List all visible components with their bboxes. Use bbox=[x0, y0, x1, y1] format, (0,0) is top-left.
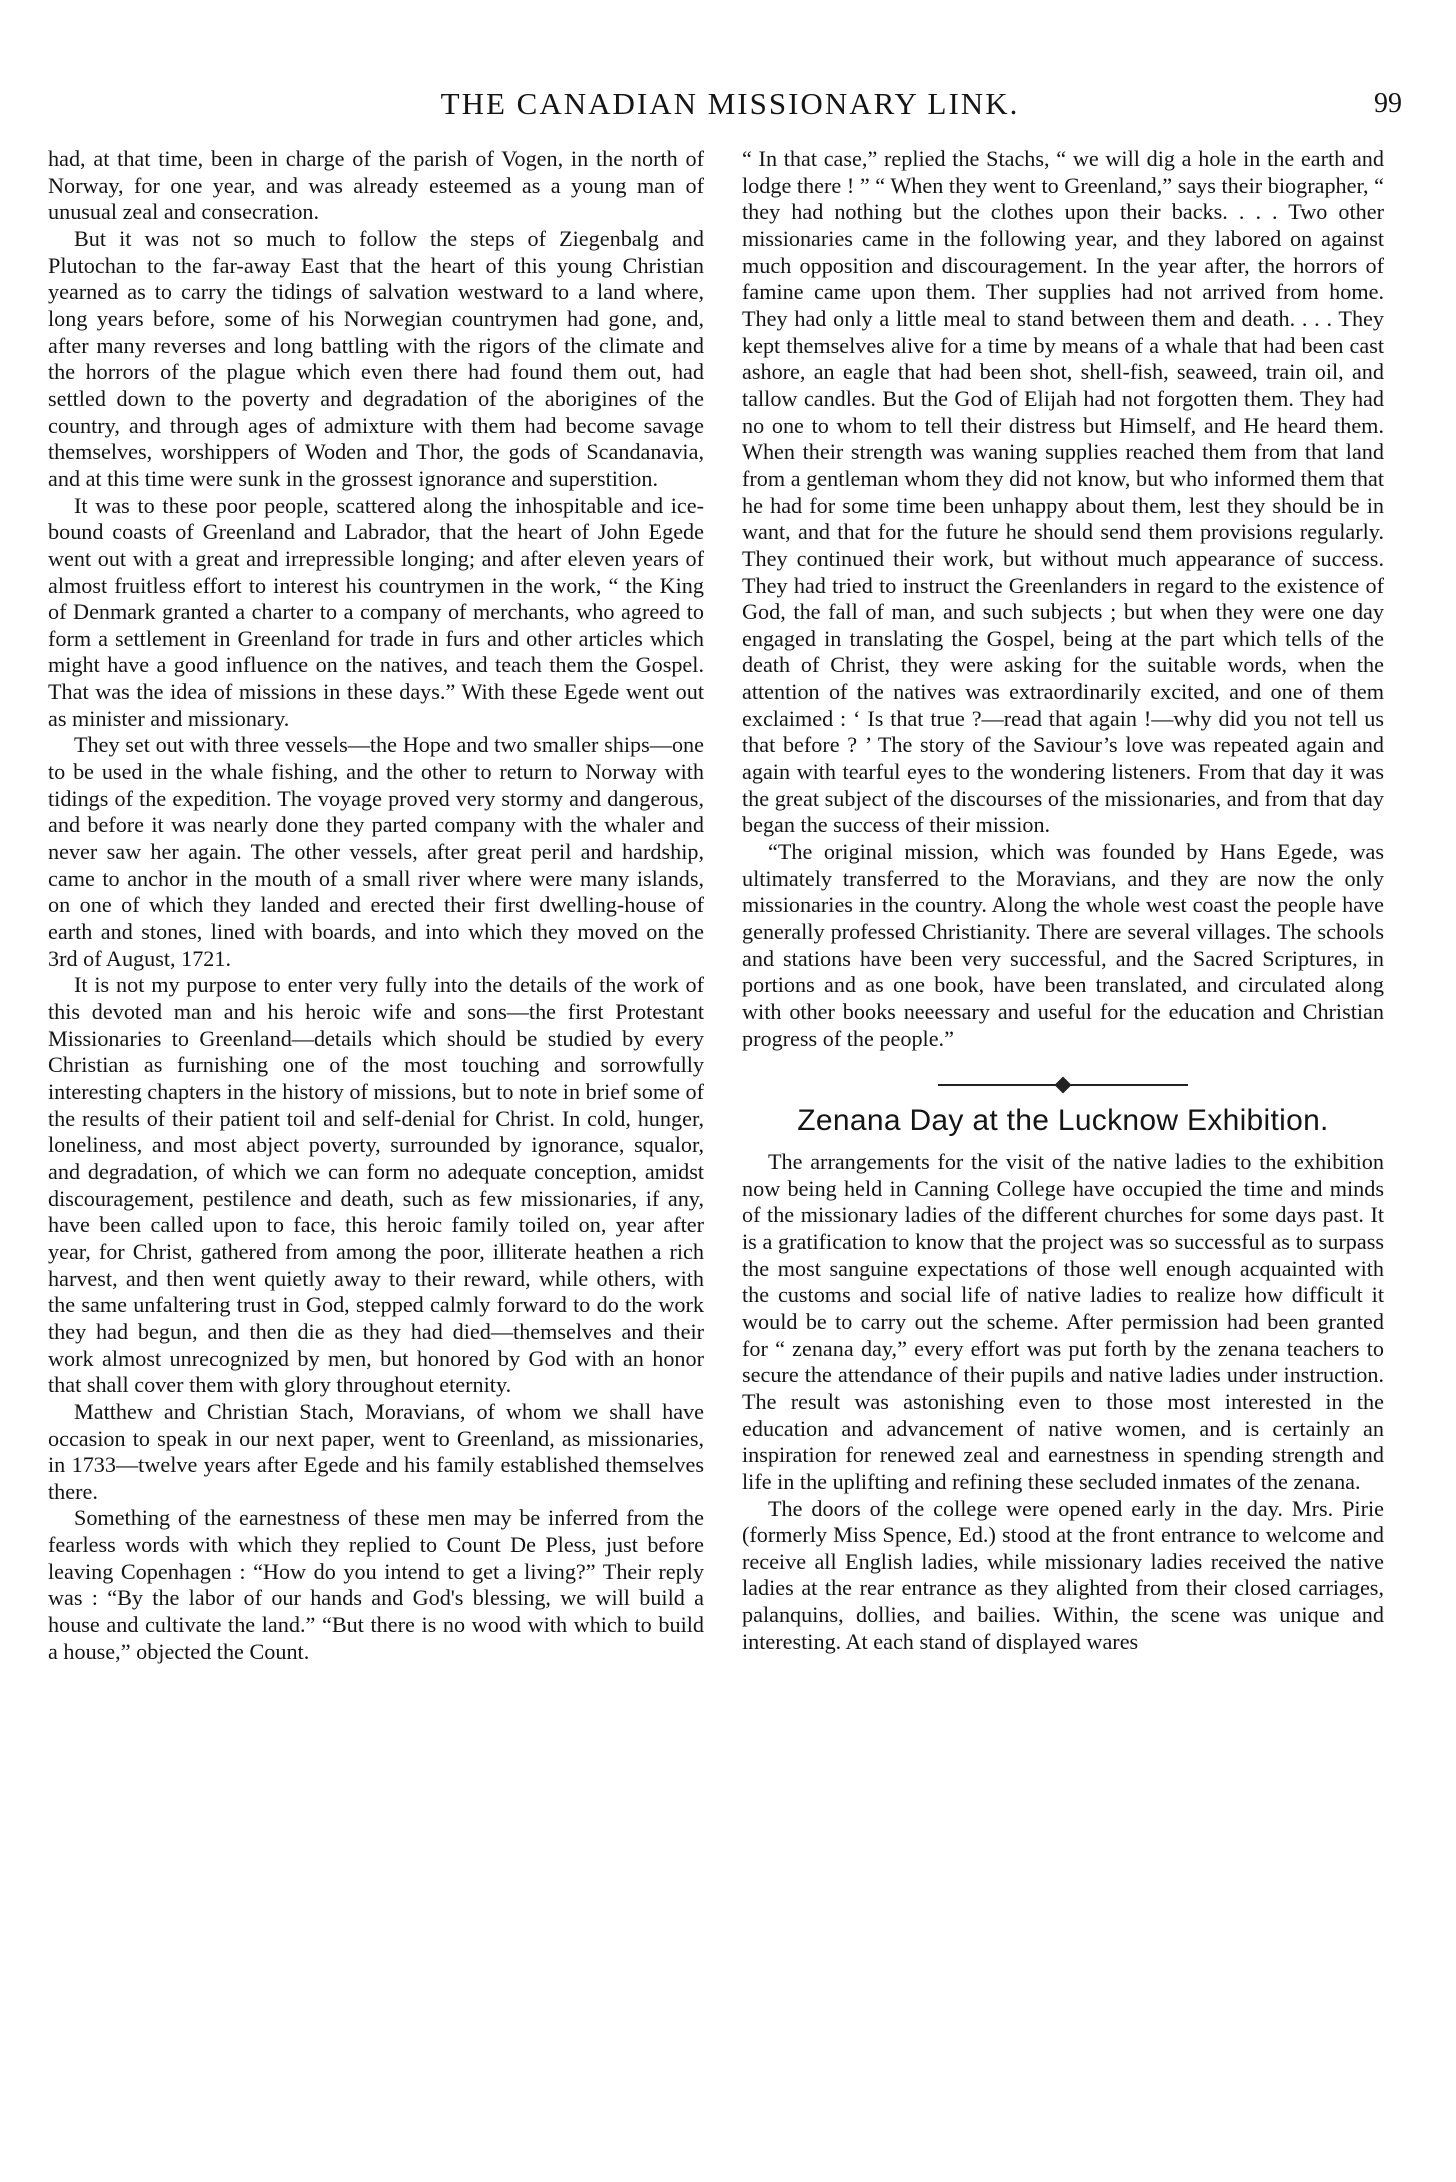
paragraph: The doors of the college were opened early in the day. Mrs. Pirie (formerly Miss Spence, Ed.) stood at the front entrance to welcome and receive all English ladies, while missionary ladies received the native ladies at the rear entrance as they alighted from their closed carriages, palanquins, dollies, and bailies. Within, the scene was unique and interesting. At each stand of displayed wares bbox=[742, 1495, 1384, 1654]
paragraph: It was to these poor people, scattered along the inhospitable and ice-bound coasts of Greenland and Labrador, that the heart of John Egede went out with a great and irrepressible longing; and after eleven years of almost fruitless effort to interest his countrymen in the work, “ the King of Denmark granted a charter to a company of merchants, who agreed to form a settlement in Greenland for trade in furs and other articles which might have a good influence on the natives, and teach them the Gospel. That was the idea of missions in these days.” With these Egede went out as minister and missionary. bbox=[48, 492, 704, 731]
paragraph: “The original mission, which was founded by Hans Egede, was ultimately transferred to the Moravians, and they are now the only missionaries in the country. Along the whole west coast the people have generally professed Christianity. There are several villages. The schools and stations have been very successful, and the Sacred Scriptures, in portions and as one book, have been translated, and circulated along with other books neeessary and useful for the education and Christian progress of the people.” bbox=[742, 839, 1384, 1051]
paragraph: had, at that time, been in charge of the parish of Vogen, in the north of Norway, for one year, and was already esteemed as a young man of unusual zeal and consecration. bbox=[48, 146, 704, 225]
paragraph: Something of the earnestness of these men may be inferred from the fearless words with which they replied to Count De Pless, just before leaving Copenhagen : “How do you intend to get a living?” Their reply was : “By the labor of our hands and God's blessing, we will build a house and cultivate the land.” “But there is no wood with which to build a house,” objected the Count. bbox=[48, 1505, 704, 1664]
page-number: 99 bbox=[1374, 88, 1402, 119]
section-divider bbox=[938, 1084, 1188, 1086]
paragraph: But it was not so much to follow the steps of Ziegenbalg and Plutochan to the far-away East that the heart of this young Christian yearned as to carry the tidings of salvation westward to a land where, long years before, some of his Norwegian countrymen had gone, and, after many reverses and long battling with the rigors of the climate and the horrors of the plague which even there had found them out, had settled down to the poverty and degradation of the aborigines of the country, and through ages of admixture with them had become savage themselves, worshippers of Woden and Thor, the gods of Scandanavia, and at this time were sunk in the grossest ignorance and superstition. bbox=[48, 225, 704, 491]
paragraph: Matthew and Christian Stach, Moravians, of whom we shall have occasion to speak in our next paper, went to Greenland, as missionaries, in 1733—twelve years after Egede and his family established themselves there. bbox=[48, 1398, 704, 1504]
paragraph: It is not my purpose to enter very fully into the details of the work of this devoted man and his heroic wife and sons—the first Protestant Missionaries to Greenland—details which should be studied by every Christian as furnishing one of the most touching and sorrowfully interesting chapters in the history of missions, but to note in brief some of the results of their patient toil and self-denial for Christ. In cold, hunger, loneliness, and most abject poverty, surrounded by ignorance, squalor, and degradation, of which we can form no adequate conception, amidst discouragement, pestilence and death, such as few missionaries, if any, have been called upon to face, this heroic family toiled on, year after year, for Christ, gathered from among the poor, illiterate heathen a rich harvest, and then went quietly away to their reward, while others, with the same unfaltering trust in God, stepped calmly forward to do the work they had begun, and then die as they had died—themselves and their work almost unrecognized by men, but honored by God with an honor that shall cover them with glory throughout eternity. bbox=[48, 972, 704, 1398]
article-title: Zenana Day at the Lucknow Exhibition. bbox=[797, 1104, 1329, 1138]
paragraph: They set out with three vessels—the Hope and two smaller ships—one to be used in the whale fishing, and the other to return to Norway with tidings of the expedition. The voyage proved very stormy and dangerous, and before it was nearly done they parted company with the whaler and never saw her again. The other vessels, after great peril and hardship, came to anchor in the mouth of a small river where were many islands, on one of which they landed and erected their first dwelling-house of earth and stones, lined with boards, and into which they moved on the 3rd of August, 1721. bbox=[48, 732, 704, 971]
paragraph: The arrangements for the visit of the native ladies to the exhibition now being held in Canning College have occupied the time and minds of the missionary ladies of the different churches for some days past. It is a gratification to know that the project was so successful as to surpass the most sanguine expectations of those well enough acquainted with the customs and social life of native ladies to realize how difficult it would be to carry out the scheme. After permission had been granted for “ zenana day,” every effort was put forth by the zenana teachers to secure the attendance of their pupils and native ladies under instruction. The result was astonishing even to those most interested in the education and advancement of native women, and is certainly an inspiration for renewed zeal and earnestness in spending strength and life in the uplifting and refining these secluded inmates of the zenana. bbox=[742, 1148, 1384, 1494]
left-column bbox=[48, 146, 704, 1665]
publication-title: THE CANADIAN MISSIONARY LINK. bbox=[440, 86, 1020, 121]
paragraph: “ In that case,” replied the Stachs, “ we will dig a hole in the earth and lodge there ! ” “ When they went to Greenland,” says their biographer, “ they had nothing but the clothes upon their backs. . . . Two other missionaries came in the following year, and they labored on against much opposition and discouragement. In the year after, the horrors of famine came upon them. Ther supplies had not arrived from home. They had only a little meal to stand between them and death. . . . They kept themselves alive for a time by means of a whale that had been cast ashore, an eagle that had been shot, shell-fish, seaweed, train oil, and tallow candles. But the God of Elijah had not forgotten them. They had no one to whom to tell their distress but Himself, and He heard them. When their strength was waning supplies reached them from that land from a gentleman whom they did not know, but who informed them that he had for some time been unhappy about them, lest they should be in want, and that for the future he should send them provisions regularly. They continued their work, but without much appearance of success. They had tried to instruct the Greenlanders in regard to the existence of God, the fall of man, and such subjects ; but when they were one day engaged in translating the Gospel, being at the part which tells of the death of Christ, they were asking for the suitable words, when the attention of the natives was extraordinarily excited, and one of them exclaimed : ‘ Is that true ?—read that again !—why did you not tell us that before ? ’ The story of the Saviour’s love was repeated again and again with tearful eyes to the wondering listeners. From that day it was the great subject of the discourses of the missionaries, and from that day began the success of their mission. bbox=[742, 146, 1384, 838]
divider-ornament-icon bbox=[1055, 1077, 1072, 1094]
page-header bbox=[40, 86, 1420, 126]
right-column bbox=[742, 146, 1384, 1655]
